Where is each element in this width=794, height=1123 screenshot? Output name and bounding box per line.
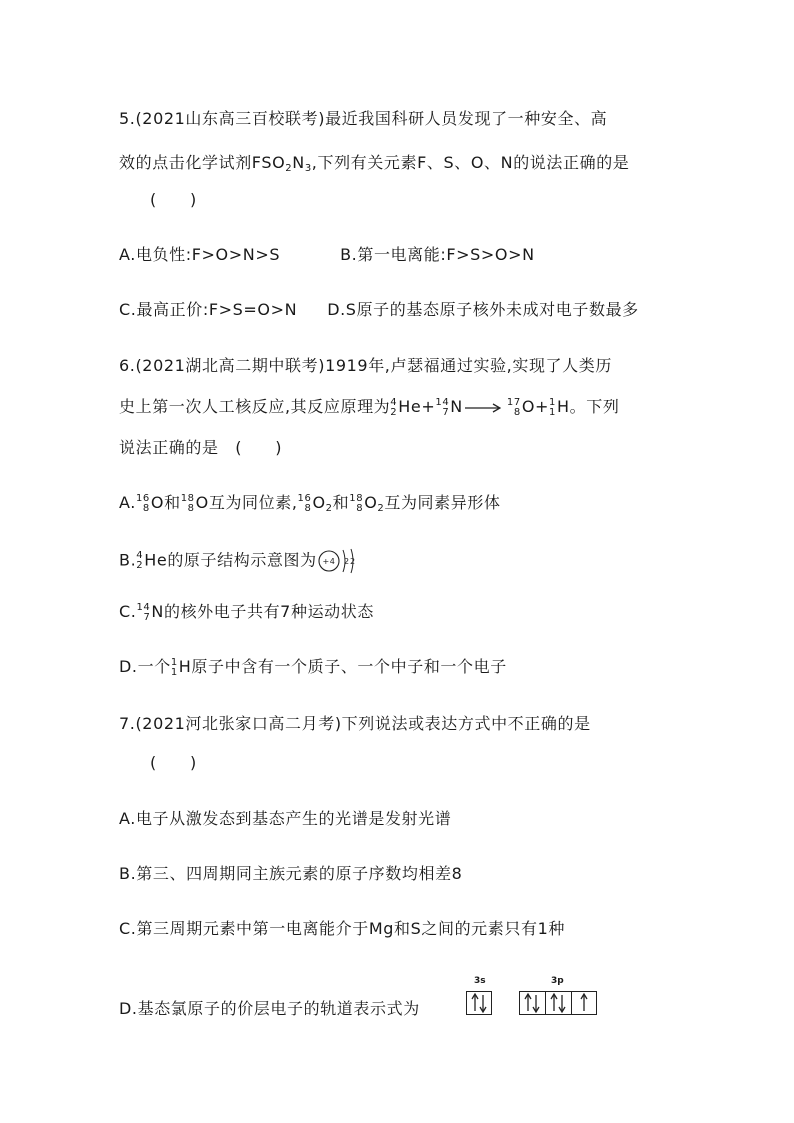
q6-option-c: C. 14 7 N的核外电子共有7种运动状态: [119, 601, 374, 623]
arrow-up-down-icon: [520, 992, 546, 1014]
q7-option-c: C.第三周期元素中第一电离能介于Mg和S之间的元素只有1种: [119, 919, 565, 938]
svg-text:2: 2: [349, 557, 356, 566]
svg-text:+4: +4: [322, 557, 336, 566]
q7-answer-blank: ( ): [150, 753, 197, 772]
q6-option-d: D.一个 1 1 H原子中含有一个质子、一个中子和一个电子: [119, 656, 507, 678]
isotope-h1: 1 1: [549, 396, 556, 418]
isotope-he4: 4 2: [390, 396, 398, 418]
q5-option-a: A.电负性:F>O>N>S: [119, 245, 281, 264]
isotope-n14: 14 7: [435, 396, 450, 418]
q5-options-ab: [119, 244, 535, 266]
orbital-3p-label: 3p: [551, 976, 564, 986]
q5-option-b: B.第一电离能:F>S>O>N: [340, 245, 535, 264]
orbital-3s-label: 3s: [474, 976, 486, 986]
isotope-o18: 18 8: [180, 492, 195, 514]
orbital-3p-box: [519, 991, 597, 1015]
q5-options-cd: [119, 299, 639, 321]
q5-answer-blank: ( ): [150, 190, 197, 209]
q6-stem-line2: 史上第一次人工核反应,其反应原理为 4 2 He+ 14 7 N 17 8 O+ 1 1 H。下列: [119, 396, 620, 418]
q6-stem-line3: 说法正确的是 ( ): [119, 438, 283, 457]
atomic-structure-diagram-icon: [317, 546, 361, 576]
q5-option-d: D.S原子的基态原子核外未成对电子数最多: [327, 300, 639, 319]
isotope-o16: 16 8: [135, 492, 150, 514]
q5-stem-line1: 5.(2021山东高三百校联考)最近我国科研人员发现了一种安全、高: [119, 109, 608, 128]
isotope-o17: 17 8: [506, 396, 521, 418]
arrow-up-down-icon: [546, 992, 572, 1014]
orbital-3s-box: [466, 991, 492, 1015]
q6-option-a: A. 16 8 O和 18 8 O互为同位素, 16 8 $O_2$和 18 8 $O_2$互为同素异形体: [119, 492, 501, 514]
q7-stem-line1: 7.(2021河北张家口高二月考)下列说法或表达方式中不正确的是: [119, 714, 591, 733]
reaction-arrow-icon: [465, 403, 501, 413]
svg-text:2: 2: [343, 557, 350, 566]
q6-stem-line1: 6.(2021湖北高二期中联考)1919年,卢瑟福通过实验,实现了人类历: [119, 356, 612, 375]
q6-option-b: B. 4 2 He的原子结构示意图为 +4 2 2: [119, 546, 361, 576]
arrow-up-down-icon: [467, 992, 491, 1014]
q7-option-b: B.第三、四周期同主族元素的原子序数均相差8: [119, 864, 463, 883]
q5-option-c: C.最高正价:F>S=O>N: [119, 300, 298, 319]
q7-option-a: A.电子从激发态到基态产生的光谱是发射光谱: [119, 809, 452, 828]
q7-option-d: D.基态氯原子的价层电子的轨道表示式为: [119, 999, 420, 1018]
q5-stem-line2: 效的点击化学试剂$FSO_2N_3$,下列有关元素F、S、O、N的说法正确的是: [119, 153, 630, 174]
arrow-up-icon: [572, 992, 596, 1014]
